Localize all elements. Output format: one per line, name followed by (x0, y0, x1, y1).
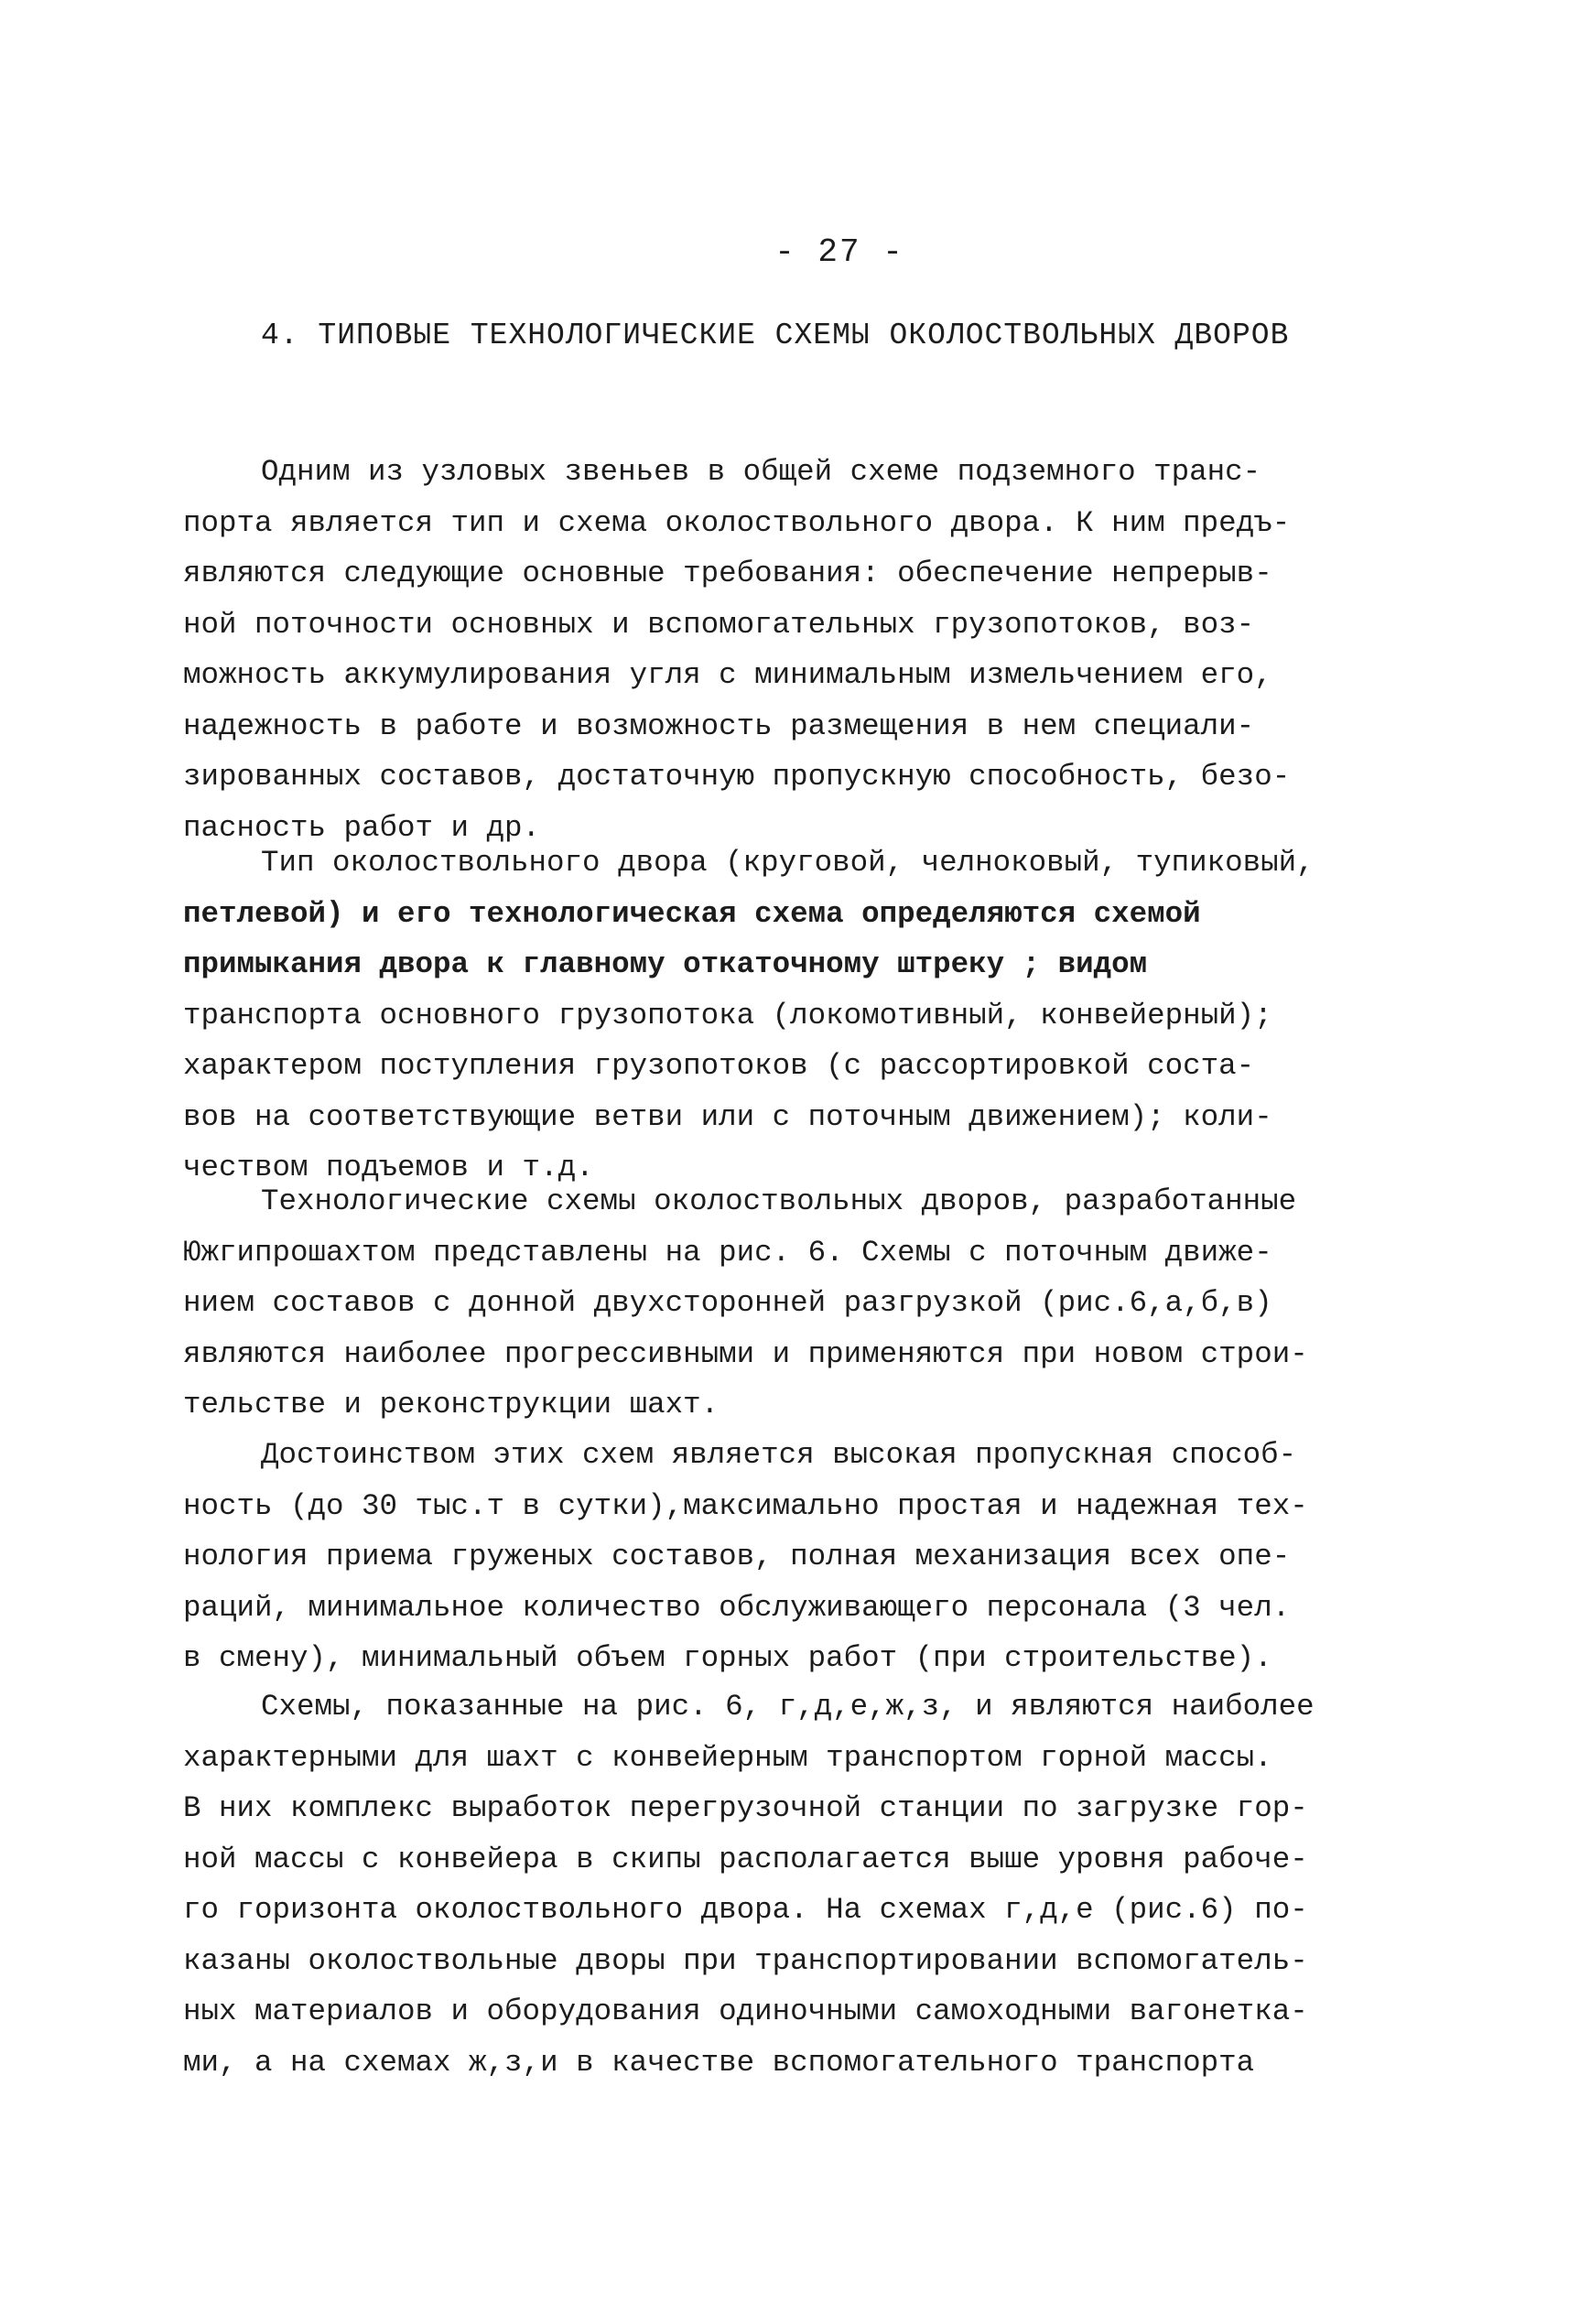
paragraph-line: ной массы с конвейера в скипы располагается выше уровня рабоче- (183, 1842, 1308, 1876)
paragraph-line: Схемы, показанные на рис. 6, г,д,е,ж,з, и являются наиболее (261, 1690, 1315, 1724)
paragraph-line: примыкания двора к главному откаточному штреку ; видом (183, 947, 1148, 981)
paragraph-line: зированных составов, достаточную пропускную способность, безо- (183, 760, 1291, 794)
section-title: 4. ТИПОВЫЕ ТЕХНОЛОГИЧЕСКИЕ СХЕМЫ ОКОЛОСТВОЛЬНЫХ ДВОРОВ (261, 319, 1290, 352)
paragraph-line: тельстве и реконструкции шахт. (183, 1388, 720, 1421)
paragraph-5 (183, 1681, 1410, 2088)
paragraph-line: ность (до 30 тыс.т в сутки),максимально простая и надежная тех- (183, 1488, 1308, 1523)
paragraph-line: ми, а на схемах ж,з,и в качестве вспомогательного транспорта (183, 2045, 1255, 2080)
paragraph-line: порта является тип и схема околоствольного двора. К ним предъ- (183, 505, 1291, 540)
paragraph-line: ной поточности основных и вспомогательных грузопотоков, воз- (183, 607, 1255, 642)
paragraph-line: транспорта основного грузопотока (локомотивный, конвейерный); (183, 998, 1272, 1032)
paragraph-line: являются наиболее прогрессивными и применяются при новом строи- (183, 1336, 1308, 1371)
paragraph-line: нием составов с донной двухсторонней разгрузкой (рис.6,а,б,в) (183, 1286, 1272, 1320)
paragraph-line: вов на соответствующие ветви или с поточным движением); коли- (183, 1099, 1272, 1134)
paragraph-line: Южгипрошахтом представлены на рис. 6. Схемы с поточным движе- (183, 1235, 1272, 1270)
paragraph-line: надежность в работе и возможность размещения в нем специали- (183, 708, 1255, 743)
paragraph-line: характером поступления грузопотоков (с рассортировкой соста- (183, 1049, 1255, 1083)
paragraph-line: пасность работ и др. (183, 810, 541, 845)
paragraph-line: го горизонта околоствольного двора. На схемах г,д,е (рис.6) по- (183, 1893, 1308, 1927)
paragraph-line: Одним из узловых звеньев в общей схеме подземного транс- (261, 455, 1261, 489)
page-number: - 27 - (774, 233, 904, 271)
paragraph-line: Тип околоствольного двора (круговой, челноковый, тупиковый, (261, 846, 1315, 880)
paragraph-line: В них комплекс выработок перегрузочной станции по загрузке гор- (183, 1791, 1308, 1825)
paragraph-line: петлевой) и его технологическая схема определяются схемой (183, 896, 1201, 931)
paragraph-line: нология приема груженых составов, полная механизация всех опе- (183, 1540, 1291, 1573)
paragraph-2 (183, 838, 1410, 1194)
paragraph-line: Технологические схемы околоствольных дворов, разработанные (261, 1184, 1297, 1218)
paragraph-line: чеством подъемов и т.д. (183, 1151, 594, 1184)
paragraph-line: раций, минимальное количество обслуживающего персонала (3 чел. (183, 1590, 1291, 1625)
paragraph-3 (183, 1176, 1410, 1431)
paragraph-line: в смену), минимальный объем горных работ (при строительстве). (183, 1641, 1272, 1675)
paragraph-line: можность аккумулирования угля с минимальным измельчением его, (183, 658, 1272, 692)
paragraph-4 (183, 1430, 1410, 1684)
paragraph-line: являются следующие основные требования: обеспечение непрерыв- (183, 557, 1272, 590)
paragraph-1 (183, 447, 1410, 853)
paragraph-line: Достоинством этих схем является высокая пропускная способ- (261, 1438, 1297, 1472)
paragraph-line: ных материалов и оборудования одиночными самоходными вагонетка- (183, 1994, 1308, 2028)
paragraph-line: казаны околоствольные дворы при транспортировании вспомогатель- (183, 1943, 1308, 1978)
paragraph-line: характерными для шахт с конвейерным транспортом горной массы. (183, 1740, 1272, 1775)
